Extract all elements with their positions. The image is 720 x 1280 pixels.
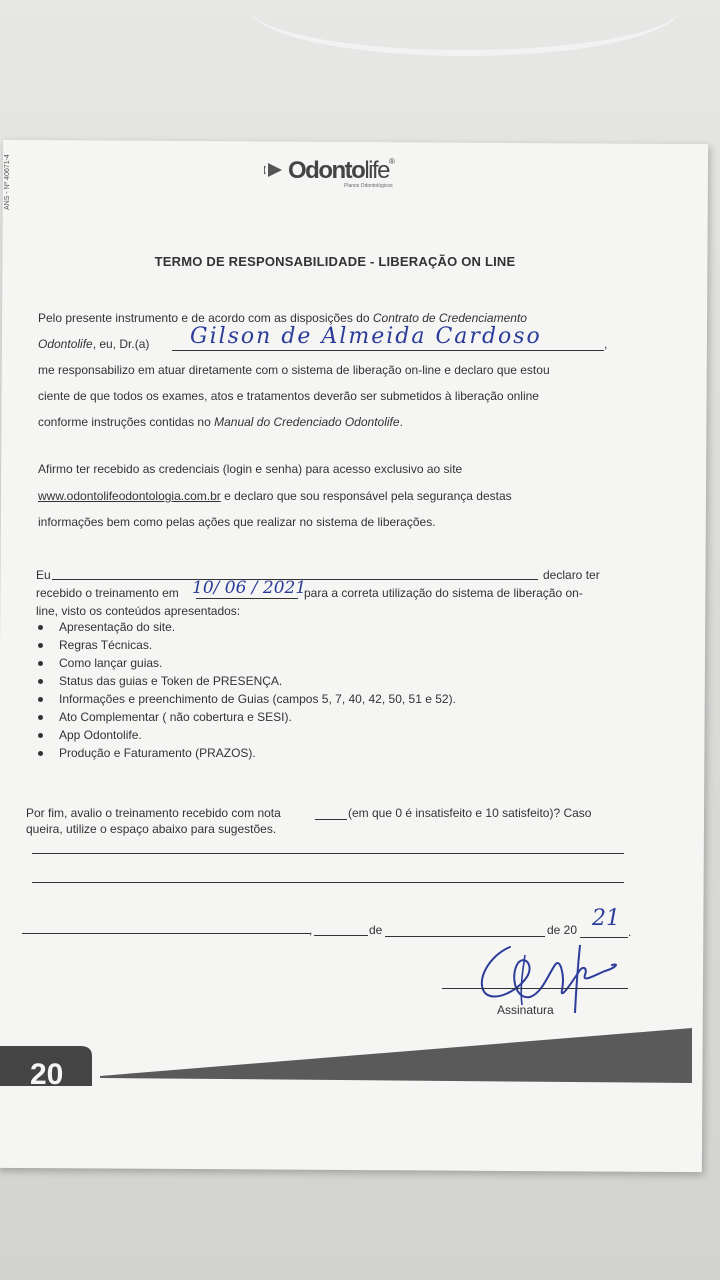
para1-line3: me responsabilizo em atuar diretamente com o sistema de liberação on-line e declaro que estou	[38, 363, 550, 377]
footer-band	[0, 1026, 705, 1086]
declaro-ter: declaro ter	[543, 568, 600, 582]
para3-line2: line, visto os conteúdos apresentados:	[36, 604, 241, 618]
handwritten-year: 21	[592, 906, 620, 931]
list-item: Apresentação do site.	[36, 618, 456, 636]
eu-label: Eu	[36, 568, 51, 582]
recebido-treinamento: recebido o treinamento em	[36, 586, 179, 600]
rating-question-a: Por fim, avalio o treinamento recebido com nota	[26, 806, 281, 820]
day-line[interactable]	[314, 935, 368, 936]
training-topics-list	[36, 618, 456, 762]
suggestions-prompt: queira, utilize o espaço abaixo para sugestões.	[26, 822, 277, 836]
name-underline	[172, 350, 604, 351]
suggestion-line-2[interactable]	[32, 882, 624, 883]
list-item: Como lançar guias.	[36, 654, 456, 672]
list-item: Status das guias e Token de PRESENÇA.	[36, 672, 456, 690]
signature-line[interactable]	[442, 988, 628, 989]
name-comma: ,	[604, 337, 608, 351]
date-dot: .	[628, 925, 632, 939]
logo-wordmark: Odontolife®	[288, 157, 394, 184]
document-title: TERMO DE RESPONSABILIDADE - LIBERAÇÃO ON LINE	[154, 254, 516, 269]
ans-registration: ANS - Nº 40671-4	[4, 154, 11, 210]
logo-subtitle: Planos Odontológicos	[344, 183, 393, 189]
para2-line1: Afirmo ter recebido as credenciais (login e senha) para acesso exclusivo ao site	[38, 462, 463, 476]
para1-line2: Odontolife, eu, Dr.(a)	[38, 337, 150, 351]
handwritten-signature	[470, 935, 640, 1015]
list-item: App Odontolife.	[36, 726, 456, 744]
website-link[interactable]: www.odontolifeodontologia.com.br	[38, 489, 221, 503]
para3-line1-rest: para a correta utilização do sistema de liberação on-	[304, 586, 583, 600]
para2-line2: www.odontolifeodontologia.com.br e declaro que sou responsável pela segurança destas	[38, 489, 512, 503]
page-mark: 20	[30, 1058, 64, 1086]
para1-line4: ciente de que todos os exames, atos e tratamentos deverão ser submetidos à liberação online	[38, 389, 539, 403]
de-label-1: de	[369, 923, 383, 937]
rating-question-b: (em que 0 é insatisfeito e 10 satisfeito)? Caso	[348, 806, 592, 820]
de-label-2: de 20	[547, 923, 578, 937]
suggestion-line-1[interactable]	[32, 853, 624, 854]
para2-line3: informações bem como pelas ações que realizar no sistema de liberações.	[38, 515, 436, 529]
para1-line1: Pelo presente instrumento e de acordo com as disposições do Contrato de Credenciamento	[38, 311, 527, 325]
city-line[interactable]	[22, 933, 310, 934]
tooth-logo-icon	[264, 159, 286, 181]
handwritten-name: Gilson de Almeida Cardoso	[190, 324, 542, 349]
odontolife-logo	[262, 155, 412, 191]
signature-label: Assinatura	[497, 1003, 554, 1017]
list-item: Regras Técnicas.	[36, 636, 456, 654]
para1-line5: conforme instruções contidas no Manual do Credenciado Odontolife.	[38, 415, 403, 429]
handwritten-date: 10/ 06 / 2021	[192, 578, 307, 598]
list-item: Ato Complementar ( não cobertura e SESI).	[36, 708, 456, 726]
list-item: Produção e Faturamento (PRAZOS).	[36, 744, 456, 762]
date-comma: ,	[309, 923, 313, 937]
list-item: Informações e preenchimento de Guias (campos 5, 7, 40, 42, 50, 51 e 52).	[36, 690, 456, 708]
